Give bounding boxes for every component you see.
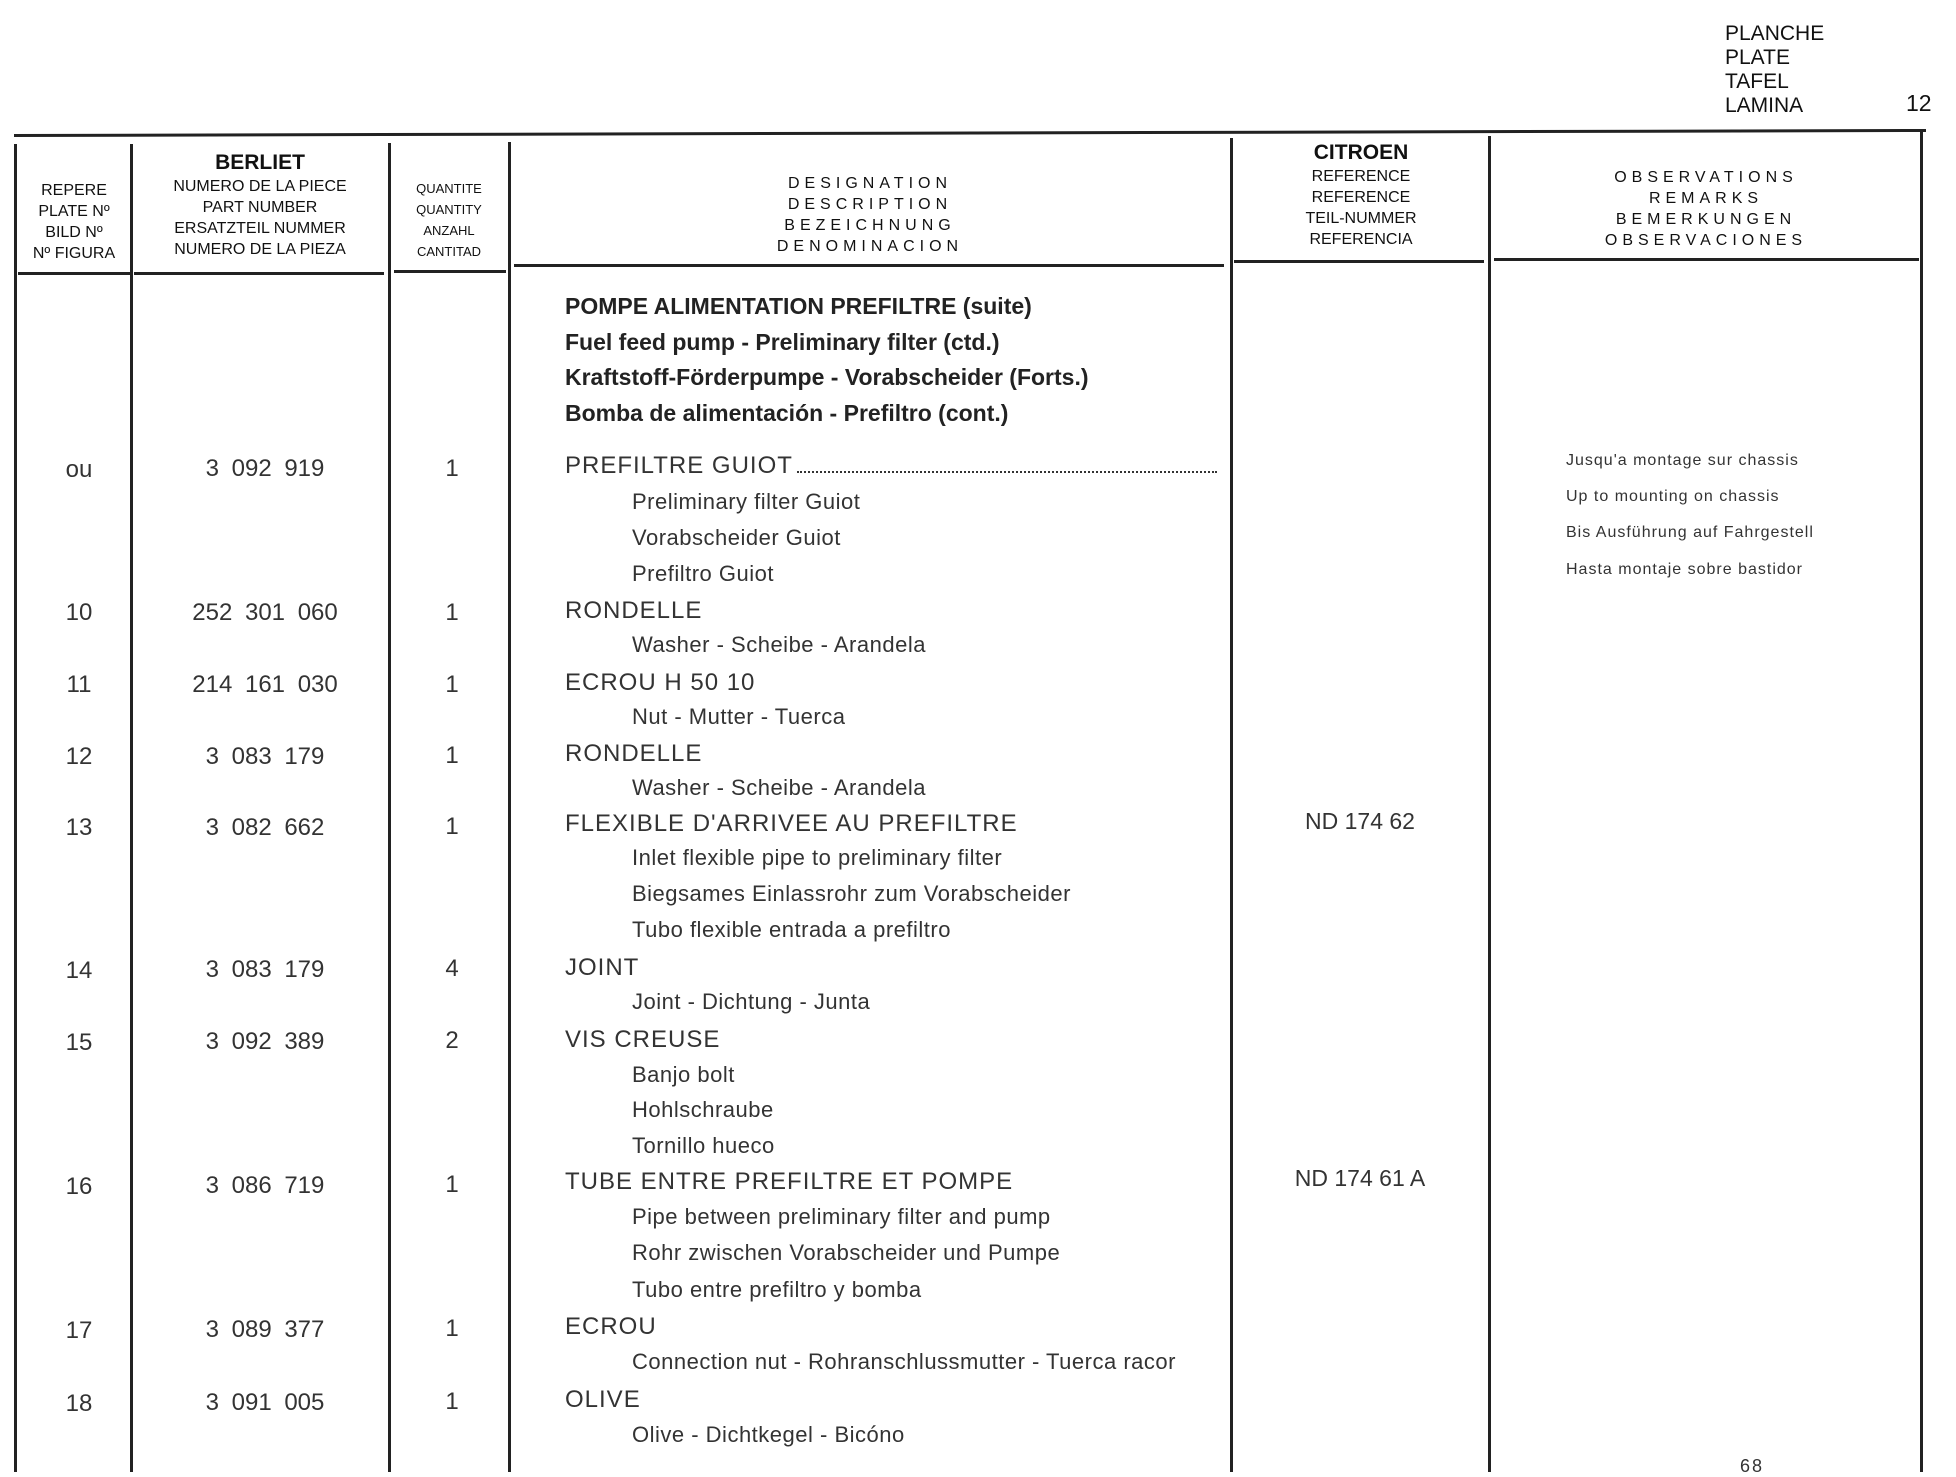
row-part-number: 3 091 005 [205, 1389, 325, 1416]
row-part-number: 3 083 179 [205, 956, 325, 983]
row-sub-designation: Rohr zwischen Vorabscheider und Pumpe [632, 1240, 1061, 1265]
row-part-number: 3 092 919 [205, 455, 325, 482]
column-divider [130, 144, 133, 1472]
row-sub-designation: Olive - Dichtkegel - Bicóno [632, 1422, 905, 1447]
header-ref-es: REFERENCIA [1309, 231, 1413, 248]
header-obs-es: OBSERVACIONES [1604, 232, 1808, 249]
row-sub-designation: Biegsames Einlassrohr zum Vorabscheider [632, 881, 1071, 906]
plate-label-de: TAFEL [1725, 70, 1789, 93]
row-quantity: 1 [445, 813, 459, 840]
row-repere: 14 [65, 957, 93, 984]
row-quantity: 4 [445, 955, 459, 982]
header-bottom-border [514, 264, 1224, 267]
header-part-de: ERSATZTEIL NUMMER [174, 220, 346, 237]
header-ref-fr: REFERENCE [1311, 168, 1411, 185]
row-designation-text: PREFILTRE GUIOT [565, 452, 793, 479]
table-top-border [14, 129, 1926, 137]
header-berliet-title: BERLIET [215, 151, 305, 174]
header-observations [1492, 167, 1920, 251]
row-part-number: 3 083 179 [205, 743, 325, 770]
header-ref-de: TEIL-NUMMER [1305, 210, 1417, 227]
header-repere-fr: REPERE [41, 182, 107, 199]
row-part-number: 3 086 719 [205, 1172, 325, 1199]
row-designation: VIS CREUSE [565, 1026, 721, 1053]
row-repere: 13 [65, 814, 93, 841]
row-sub-designation: Tubo entre prefiltro y bomba [632, 1277, 922, 1302]
header-part-es: NUMERO DE LA PIEZA [174, 241, 346, 258]
row-sub-designation: Vorabscheider Guiot [632, 525, 841, 550]
header-qty-de: ANZAHL [423, 223, 475, 238]
row-designation: ECROU [565, 1313, 657, 1340]
header-part-en: PART NUMBER [202, 199, 318, 216]
row-observation: Jusqu'a montage sur chassis [1566, 452, 1799, 469]
row-designation: OLIVE [565, 1386, 641, 1413]
row-sub-designation: Joint - Dichtung - Junta [632, 989, 871, 1014]
row-sub-designation: Connection nut - Rohranschlussmutter - Tuerca racor [632, 1349, 1176, 1374]
section-title-es: Bomba de alimentación - Prefiltro (cont.) [565, 400, 1009, 426]
row-reference: ND 174 61 A [1294, 1165, 1426, 1191]
header-reference [1234, 140, 1488, 250]
section-title-de: Kraftstoff-Förderpumpe - Vorabscheider (Forts.) [565, 364, 1089, 390]
row-quantity: 1 [445, 455, 459, 482]
plate-number: 12 [1906, 90, 1932, 116]
header-obs-en: REMARKS [1648, 190, 1764, 207]
header-qty-en: QUANTITY [416, 202, 482, 217]
row-sub-designation: Hohlschraube [632, 1097, 774, 1122]
plate-label-fr: PLANCHE [1725, 22, 1825, 45]
row-quantity: 2 [445, 1027, 459, 1054]
header-bottom-border [134, 272, 384, 275]
page-number: 68 [1740, 1456, 1765, 1476]
row-quantity: 1 [445, 599, 459, 626]
column-divider [1920, 132, 1923, 1472]
row-designation: ECROU H 50 10 [565, 669, 756, 696]
header-obs-fr: OBSERVATIONS [1614, 169, 1798, 186]
header-qty-es: CANTITAD [416, 244, 482, 259]
row-designation [565, 452, 1217, 480]
row-quantity: 1 [445, 1315, 459, 1342]
row-sub-designation: Washer - Scheibe - Arandela [632, 632, 926, 657]
row-part-number: 3 082 662 [205, 814, 325, 841]
header-designation [512, 173, 1228, 257]
row-quantity: 1 [445, 742, 459, 769]
row-part-number: 252 301 060 [192, 599, 338, 626]
row-part-number: 3 089 377 [205, 1316, 325, 1343]
section-title-en: Fuel feed pump - Preliminary filter (ctd.) [565, 329, 1000, 355]
row-part-number: 214 161 030 [192, 671, 338, 698]
row-sub-designation: Inlet flexible pipe to preliminary filter [632, 845, 1003, 870]
dotted-leader [797, 453, 1217, 473]
row-sub-designation: Tornillo hueco [632, 1133, 775, 1158]
row-designation: JOINT [565, 954, 640, 981]
header-part-fr: NUMERO DE LA PIECE [173, 178, 347, 195]
row-quantity: 1 [445, 1388, 459, 1415]
header-ref-en: REFERENCE [1311, 189, 1411, 206]
header-repere-en: PLATE Nº [38, 203, 110, 220]
row-reference: ND 174 62 [1305, 808, 1415, 834]
plate-label-en: PLATE [1725, 46, 1790, 69]
column-divider [14, 144, 17, 1472]
row-sub-designation: Tubo flexible entrada a prefiltro [632, 917, 951, 942]
row-sub-designation: Prefiltro Guiot [632, 561, 774, 586]
header-designation-fr: DESIGNATION [787, 175, 953, 192]
header-bottom-border [1494, 258, 1919, 261]
row-quantity: 1 [445, 671, 459, 698]
plate-label-es: LAMINA [1725, 94, 1804, 117]
row-repere: 18 [65, 1390, 93, 1417]
row-repere: ou [65, 456, 93, 483]
row-designation: FLEXIBLE D'ARRIVEE AU PREFILTRE [565, 810, 1018, 837]
header-designation-de: BEZEICHNUNG [784, 217, 956, 234]
row-repere: 12 [65, 743, 93, 770]
header-designation-en: DESCRIPTION [787, 196, 953, 213]
section-title-fr: POMPE ALIMENTATION PREFILTRE (suite) [565, 293, 1032, 319]
row-designation: RONDELLE [565, 740, 703, 767]
header-bottom-border [1234, 260, 1484, 263]
row-sub-designation: Preliminary filter Guiot [632, 489, 861, 514]
row-repere: 16 [65, 1173, 93, 1200]
row-repere: 11 [66, 671, 92, 698]
row-designation: RONDELLE [565, 597, 703, 624]
header-obs-de: BEMERKUNGEN [1615, 211, 1797, 228]
row-designation: TUBE ENTRE PREFILTRE ET POMPE [565, 1168, 1014, 1195]
header-quantity [392, 178, 506, 262]
row-quantity: 1 [445, 1171, 459, 1198]
header-qty-fr: QUANTITE [416, 181, 482, 196]
row-repere: 17 [65, 1317, 93, 1344]
header-repere-de: BILD Nº [45, 224, 103, 241]
row-repere: 15 [65, 1029, 93, 1056]
row-sub-designation: Pipe between preliminary filter and pump [632, 1204, 1051, 1229]
row-observation: Hasta montaje sobre bastidor [1566, 561, 1803, 578]
header-bottom-border [18, 272, 130, 275]
header-repere-es: Nº FIGURA [32, 245, 116, 262]
row-repere: 10 [65, 599, 93, 626]
header-designation-es: DENOMINACION [776, 238, 964, 255]
header-bottom-border [394, 270, 506, 273]
header-citroen-title: CITROEN [1313, 141, 1409, 164]
header-part-number [134, 150, 386, 260]
column-divider [388, 143, 391, 1472]
row-sub-designation: Banjo bolt [632, 1062, 735, 1087]
column-divider [1488, 136, 1491, 1472]
row-observation: Up to mounting on chassis [1566, 488, 1780, 505]
row-sub-designation: Nut - Mutter - Tuerca [632, 704, 846, 729]
row-sub-designation: Washer - Scheibe - Arandela [632, 775, 926, 800]
column-divider [508, 142, 511, 1472]
row-part-number: 3 092 389 [205, 1028, 325, 1055]
row-observation: Bis Ausführung auf Fahrgestell [1566, 524, 1814, 541]
plate-label [1725, 22, 1824, 118]
column-divider [1230, 138, 1233, 1472]
header-repere [16, 180, 132, 264]
